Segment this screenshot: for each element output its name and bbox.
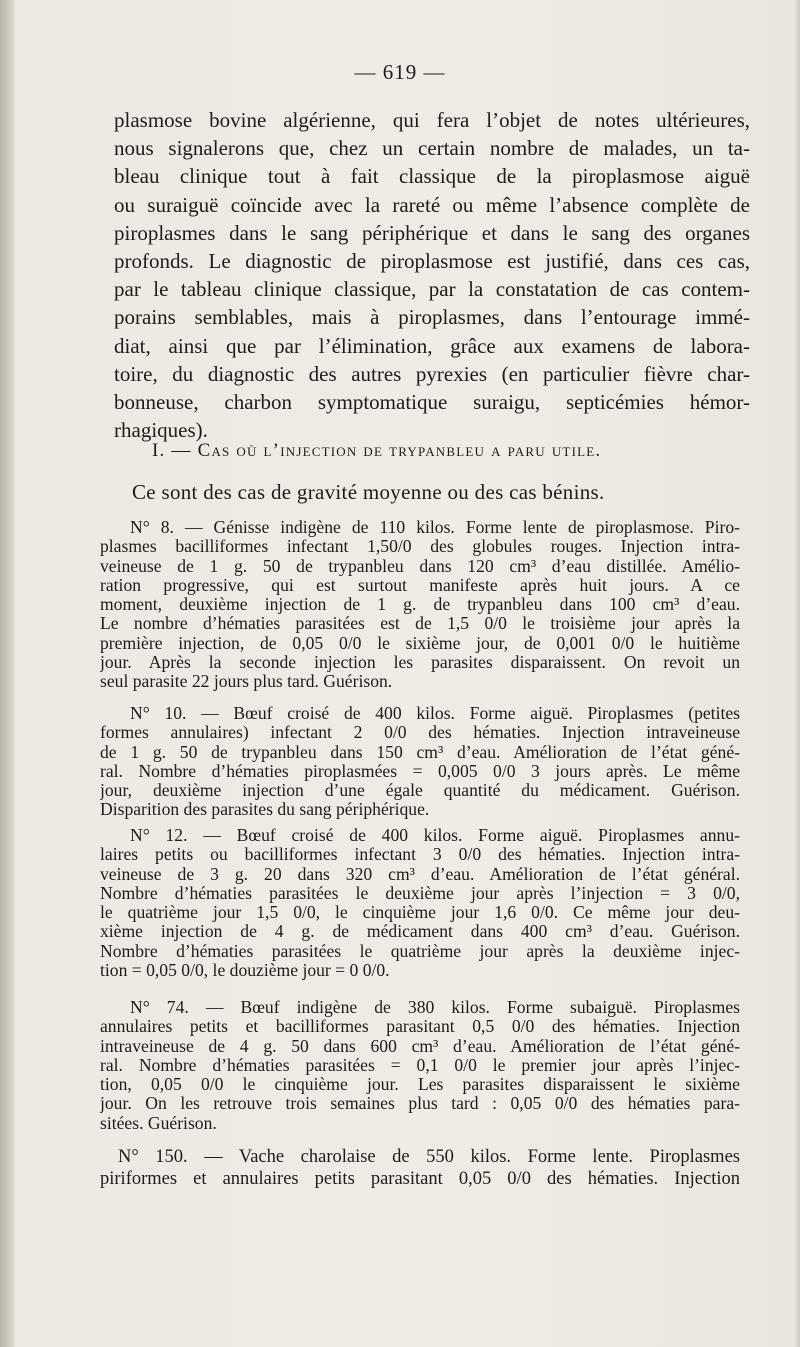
case-line: jour. On les retrouve trois semaines plus tard : 0,05 0/0 des hématies para- <box>100 1094 740 1114</box>
case-entry <box>100 704 740 820</box>
case-line: N° 74. — Bœuf indigène de 380 kilos. Forme subaiguë. Piroplasmes <box>130 998 740 1017</box>
text-line: porains semblables, mais à piroplasmes, dans l’entourage immé- <box>114 305 750 330</box>
text-line: bonneuse, charbon symptomatique suraigu, septicémies hémor- <box>114 390 750 415</box>
case-line: N° 150. — Vache charolaise de 550 kilos. Forme lente. Piroplasmes <box>118 1147 740 1167</box>
text-line: piroplasmes dans le sang périphérique et dans le sang des organes <box>114 220 750 245</box>
case-line: Le nombre d’hématies parasitées est de 1,5 0/0 le troisième jour après la <box>100 614 740 634</box>
case-line: seul parasite 22 jours plus tard. Guérison. <box>100 672 393 692</box>
case-line: première injection, de 0,05 0/0 le sixième jour, de 0,001 0/0 le huitième <box>100 633 740 653</box>
page-edge <box>794 0 800 1347</box>
case-line: de 1 g. 50 de trypanbleu dans 150 cm³ d’eau. Amélioration de l’état géné- <box>100 742 740 762</box>
section-heading: I. — Cas où l’injection de trypanbleu a paru utile. <box>152 440 602 461</box>
case-line: le quatrième jour 1,5 0/0, le cinquième jour 1,6 0/0. Ce même jour deu- <box>100 903 740 923</box>
case-line: tion, 0,05 0/0 le cinquième jour. Les parasites disparaissent le sixième <box>100 1075 740 1095</box>
case-line: Nombre d’hématies parasitées le deuxième jour après l’injection = 3 0/0, <box>100 883 740 903</box>
case-line: piriformes et annulaires petits parasitant 0,05 0/0 des hématies. Injection <box>100 1169 740 1189</box>
case-line: veineuse de 1 g. 50 de trypanbleu dans 120 cm³ d’eau distillée. Amélio- <box>100 556 740 576</box>
case-line: ral. Nombre d’hématies piroplasmées = 0,005 0/0 3 jours après. Le même <box>100 761 740 781</box>
case-entry <box>100 998 740 1133</box>
text-line: bleau clinique tout à fait classique de la piroplasmose aiguë <box>114 164 750 189</box>
case-line: sitées. Guérison. <box>100 1113 217 1133</box>
case-line: Disparition des parasites du sang périphérique. <box>100 800 430 820</box>
case-line: jour, deuxième injection d’une égale quantité du médicament. Guérison. <box>100 781 740 801</box>
text-line: toire, du diagnostic des autres pyrexies (en particulier fièvre char- <box>114 361 750 386</box>
case-line: N° 8. — Génisse indigène de 110 kilos. Forme lente de piroplasmose. Piro- <box>130 518 740 537</box>
page-number: — 619 — <box>354 60 446 84</box>
case-entry <box>100 518 740 692</box>
case-line: Nombre d’hématies parasitées le quatrième jour après la deuxième injec- <box>100 941 740 961</box>
text-line: plasmose bovine algérienne, qui fera l’objet de notes ultérieures, <box>114 108 750 132</box>
case-entry <box>100 1146 740 1190</box>
case-line: tion = 0,05 0/0, le douzième jour = 0 0/0. <box>100 961 390 981</box>
case-line: N° 12. — Bœuf croisé de 400 kilos. Forme aiguë. Piroplasmes annu- <box>130 826 740 845</box>
case-line: jour. Après la seconde injection les parasites disparaissent. On revoit un <box>100 653 740 673</box>
case-line: veineuse de 3 g. 20 dans 320 cm³ d’eau. Amélioration de l’état général. <box>100 864 740 884</box>
case-line: N° 10. — Bœuf croisé de 400 kilos. Forme aiguë. Piroplasmes (petites <box>130 704 740 723</box>
text-line: nous signalerons que, chez un certain nombre de malades, un ta- <box>114 136 750 161</box>
book-spine-shadow <box>0 0 14 1347</box>
text-line: ou suraiguë coïncide avec la rareté ou même l’absence complète de <box>114 192 750 217</box>
case-line: moment, deuxième injection de 1 g. de trypanbleu dans 100 cm³ d’eau. <box>100 595 740 615</box>
text-line: par le tableau clinique classique, par la constatation de cas contem- <box>114 277 750 302</box>
case-line: ration progressive, qui est surtout manifeste après huit jours. A ce <box>100 575 740 595</box>
case-line: plasmes bacilliformes infectant 1,50/0 des globules rouges. Injection intra- <box>100 537 740 557</box>
continuation-paragraph <box>114 106 750 444</box>
text-line: rhagiques). <box>114 418 208 443</box>
text-line: diat, ainsi que par l’élimination, grâce aux examens de labora- <box>114 333 750 358</box>
case-line: xième injection de 4 g. de médicament dans 400 cm³ d’eau. Guérison. <box>100 922 740 942</box>
case-entry <box>100 826 740 980</box>
text-line: profonds. Le diagnostic de piroplasmose est justifié, dans ces cas, <box>114 249 750 274</box>
case-line: annulaires petits et bacilliformes parasitant 0,5 0/0 des hématies. Injection <box>100 1017 740 1037</box>
case-line: intraveineuse de 4 g. 50 dans 600 cm³ d’eau. Amélioration de l’état géné- <box>100 1036 740 1056</box>
section-intro: Ce sont des cas de gravité moyenne ou des cas bénins. <box>132 480 605 504</box>
case-line: laires petits ou bacilliformes infectant 3 0/0 des hématies. Injection intra- <box>100 845 740 865</box>
case-line: formes annulaires) infectant 2 0/0 des hématies. Injection intraveineuse <box>100 723 740 743</box>
case-line: ral. Nombre d’hématies parasitées = 0,1 0/0 le premier jour après l’injec- <box>100 1055 740 1075</box>
